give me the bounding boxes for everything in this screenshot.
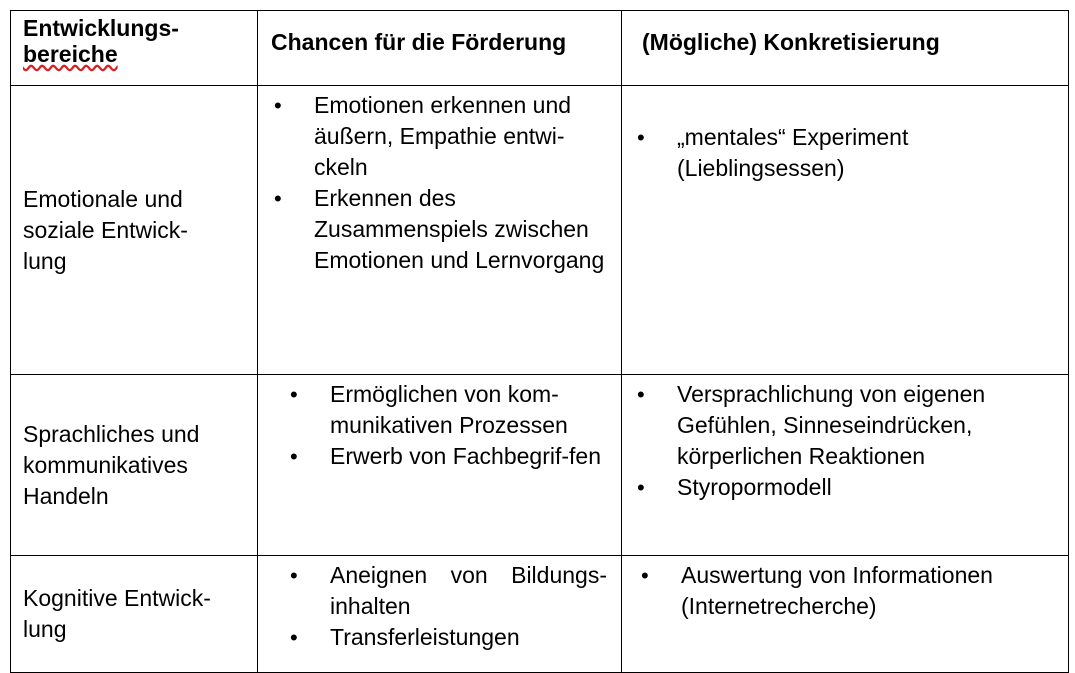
list-item: • Transferleistungen <box>330 622 607 653</box>
area-label: Sprachliches und kommunikatives Handeln <box>23 420 200 509</box>
list-item: • Erkennen des Zusammenspiels zwischen Emotionen und Lernvorgang <box>314 183 613 276</box>
table-row <box>11 86 1069 375</box>
list-item: • Erwerb von Fachbegrif-fen <box>330 441 613 472</box>
area-cell <box>11 556 258 673</box>
opportunities-cell <box>258 556 622 673</box>
opportunities-cell <box>258 375 622 556</box>
area-label: Kognitive Entwick-lung <box>23 585 211 642</box>
concretization-cell <box>622 86 1069 375</box>
concretization-cell <box>622 556 1069 673</box>
area-cell <box>11 86 258 375</box>
header-col1-line2: bereiche <box>23 41 118 67</box>
list-item: • Auswertung von Informationen (Internetrecherche) <box>681 560 1060 622</box>
table-row <box>11 556 1069 673</box>
area-label: Emotionale und soziale Entwick-lung <box>23 185 188 274</box>
area-cell <box>11 375 258 556</box>
list-item: • Aneignen von Bildungs-inhalten <box>330 560 607 622</box>
list-item: • Versprachlichung von eigenen Gefühlen, Sinneseindrücken, körperlichen Reaktionen <box>677 379 1060 472</box>
header-development-areas <box>11 11 258 86</box>
list-item: • Styropormodell <box>677 472 1060 503</box>
table-row <box>11 375 1069 556</box>
list-item: • Ermöglichen von kom-munikativen Prozessen <box>330 379 613 441</box>
list-item: • Emotionen erkennen und äußern, Empathie entwi-ckeln <box>314 90 613 183</box>
opportunities-cell <box>258 86 622 375</box>
list-item: • „mentales“ Experiment (Lieblingsessen) <box>677 122 1007 184</box>
development-table <box>10 10 1069 673</box>
concretization-cell <box>622 375 1069 556</box>
header-concretization: (Mögliche) Konkretisierung <box>622 11 1069 86</box>
header-opportunities: Chancen für die Förderung <box>258 11 622 86</box>
header-row <box>11 11 1069 86</box>
header-col1-line1: Entwicklungs- <box>23 15 179 41</box>
